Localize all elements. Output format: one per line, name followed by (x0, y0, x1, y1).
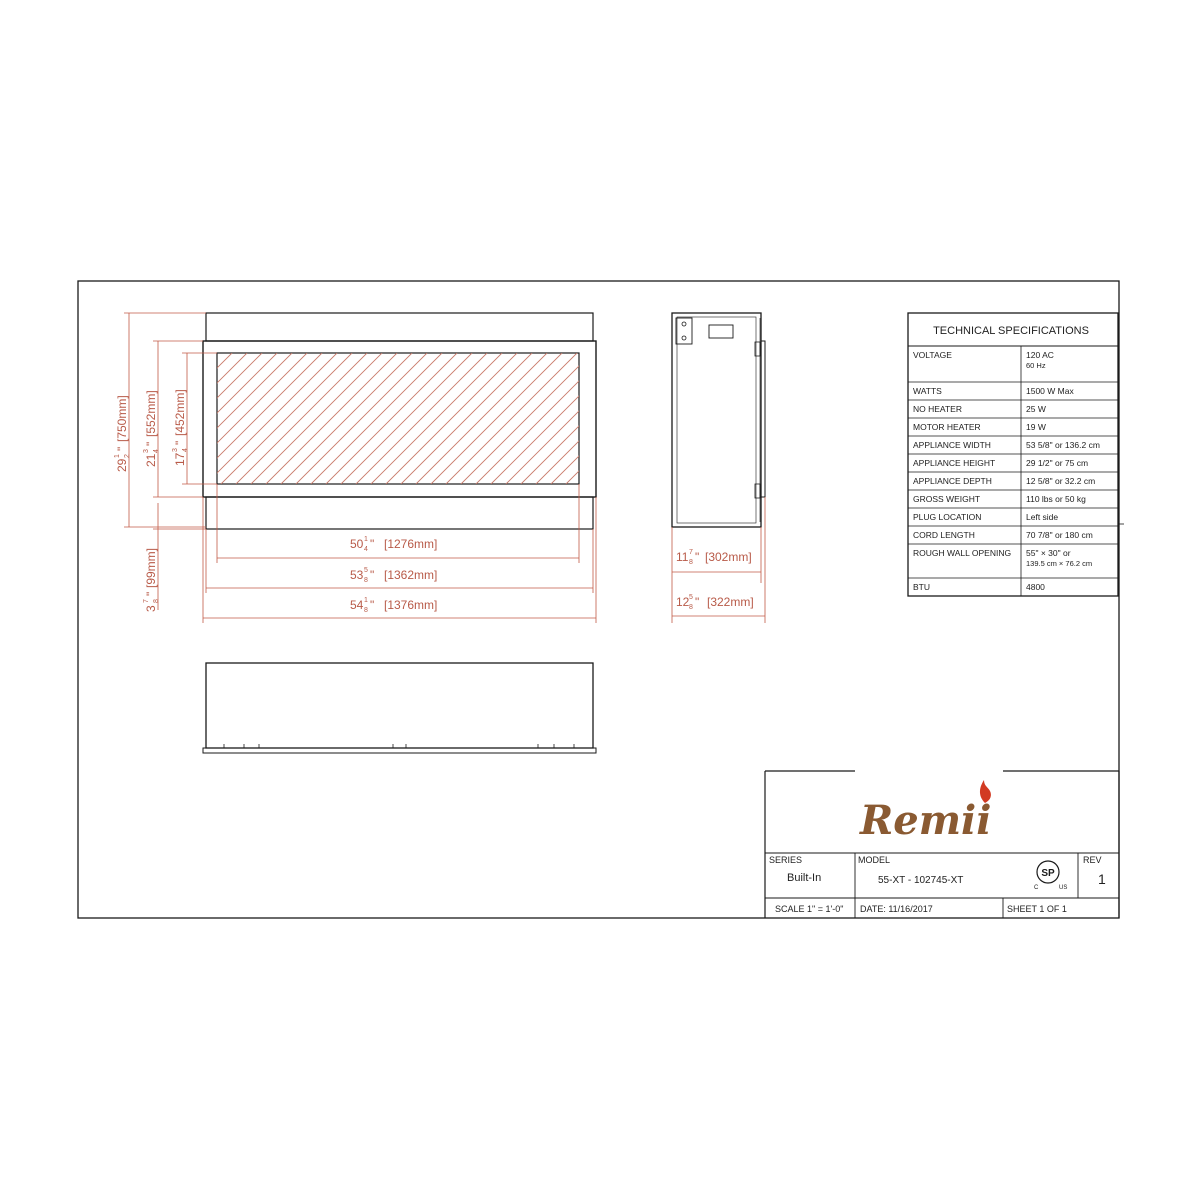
hatch-line (581, 353, 712, 484)
hatch-line (401, 353, 532, 484)
svg-text:[1362mm]: [1362mm] (384, 568, 438, 582)
svg-text:7: 7 (689, 549, 693, 556)
hatch-line (146, 353, 277, 484)
spec-value: 1500 W Max (1026, 386, 1074, 396)
front-top-panel (206, 313, 593, 341)
svg-text:2: 2 (124, 454, 131, 458)
hatch-line (221, 353, 352, 484)
hatch-line (281, 353, 412, 484)
svg-text:[302mm]: [302mm] (705, 550, 752, 564)
svg-text:50: 50 (350, 537, 364, 551)
svg-text:5: 5 (689, 594, 693, 601)
svg-text:3: 3 (144, 605, 158, 612)
hatch-line (476, 353, 607, 484)
svg-text:": " (370, 537, 375, 551)
hatch-line (551, 353, 682, 484)
hatch-line (416, 353, 547, 484)
spec-label: WATTS (913, 386, 942, 396)
spec-value: 110 lbs or 50 kg (1026, 494, 1086, 504)
dim-bottom-height (143, 548, 160, 612)
svg-text:8: 8 (364, 577, 368, 584)
side-body (672, 313, 761, 527)
hatch-line (566, 353, 697, 484)
spec-value: 12 5/8" or 32.2 cm (1026, 476, 1096, 486)
hatch-line (266, 353, 397, 484)
svg-text:": " (695, 550, 700, 564)
svg-text:C: C (1034, 885, 1039, 891)
svg-text:": " (370, 598, 375, 612)
svg-text:29: 29 (115, 458, 129, 472)
hatch-line (506, 353, 637, 484)
svg-text:US: US (1059, 885, 1068, 891)
spec-table (908, 313, 1124, 596)
spec-value-secondary: 60 Hz (1026, 361, 1046, 370)
svg-text:8: 8 (153, 599, 160, 603)
svg-text:": " (144, 591, 158, 596)
svg-text:8: 8 (364, 607, 368, 614)
svg-text:4: 4 (364, 546, 368, 553)
hatch-line (206, 353, 337, 484)
svg-text:[322mm]: [322mm] (707, 595, 754, 609)
date-text: DATE: 11/16/2017 (860, 904, 933, 914)
svg-text:1: 1 (364, 597, 368, 604)
hatch-line (236, 353, 367, 484)
svg-text:8: 8 (689, 604, 693, 611)
top-view (203, 663, 596, 753)
hatch-line (431, 353, 562, 484)
svg-text:": " (115, 446, 129, 451)
spec-value: 120 AC (1026, 350, 1054, 360)
sheet-text: SHEET 1 OF 1 (1007, 904, 1067, 914)
hatch-line (176, 353, 307, 484)
top-front-trim (203, 748, 596, 753)
svg-text:21: 21 (144, 453, 158, 467)
hatch-line (296, 353, 427, 484)
spec-label: GROSS WEIGHT (913, 494, 981, 504)
svg-text:[750mm]: [750mm] (115, 395, 129, 442)
spec-value: 70 7/8" or 180 cm (1026, 530, 1093, 540)
dim-side-depth-inner (674, 548, 758, 566)
hatch-line (386, 353, 517, 484)
model-label: MODEL (858, 855, 891, 865)
front-bottom-panel (206, 497, 593, 529)
svg-text:": " (695, 595, 700, 609)
spec-value: 29 1/2" or 75 cm (1026, 458, 1089, 468)
svg-text:3: 3 (143, 449, 150, 453)
model-value: 55-XT - 102745-XT (878, 875, 964, 886)
top-body (206, 663, 593, 748)
hatch-line (326, 353, 457, 484)
hatch-line (371, 353, 502, 484)
svg-text:54: 54 (350, 598, 364, 612)
hatch-line (356, 353, 487, 484)
spec-value: 4800 (1026, 582, 1045, 592)
svg-text:4: 4 (182, 448, 189, 452)
dim-frame-width (340, 566, 458, 584)
spec-value-secondary: 139.5 cm × 76.2 cm (1026, 559, 1093, 568)
svg-text:[1376mm]: [1376mm] (384, 598, 438, 612)
spec-table-title: TECHNICAL SPECIFICATIONS (933, 325, 1089, 337)
svg-text:12: 12 (676, 595, 690, 609)
svg-text:8: 8 (689, 559, 693, 566)
rev-value: 1 (1098, 871, 1106, 887)
rev-label: REV (1083, 855, 1102, 865)
hatch-line (491, 353, 622, 484)
spec-label: MOTOR HEATER (913, 422, 981, 432)
spec-value: Left side (1026, 512, 1059, 522)
svg-text:": " (370, 568, 375, 582)
svg-text:[552mm]: [552mm] (144, 390, 158, 437)
spec-label: PLUG LOCATION (913, 512, 982, 522)
dim-glass-height (172, 389, 189, 466)
svg-text:7: 7 (143, 599, 150, 603)
side-view (672, 313, 765, 527)
svg-text:1: 1 (114, 454, 121, 458)
spec-value: 55" × 30" or (1026, 548, 1071, 558)
svg-text:53: 53 (350, 568, 364, 582)
svg-text:3: 3 (172, 448, 179, 452)
spec-value: 25 W (1026, 404, 1046, 414)
csa-certification-mark (1034, 861, 1067, 891)
dim-side-depth-outer (674, 593, 764, 611)
series-label: SERIES (769, 855, 803, 865)
svg-text:11: 11 (676, 550, 689, 564)
hatch-line (191, 353, 322, 484)
remii-logo (859, 780, 991, 844)
svg-text:5: 5 (364, 567, 368, 574)
svg-text:": " (144, 441, 158, 446)
dim-overall-height (114, 395, 131, 472)
dim-overall-width (340, 596, 458, 614)
svg-text:": " (173, 440, 187, 445)
spec-value: 53 5/8" or 136.2 cm (1026, 440, 1100, 450)
svg-text:17: 17 (173, 452, 187, 466)
spec-label: BTU (913, 582, 930, 592)
svg-text:1: 1 (364, 536, 368, 543)
spec-label: CORD LENGTH (913, 530, 975, 540)
svg-text:4: 4 (153, 449, 160, 453)
hatch-line (521, 353, 652, 484)
spec-label: VOLTAGE (913, 350, 952, 360)
series-value: Built-In (787, 872, 822, 884)
svg-text:[99mm]: [99mm] (144, 547, 158, 588)
svg-text:SP: SP (1041, 868, 1055, 879)
hatch-line (341, 353, 472, 484)
hatch-line (446, 353, 577, 484)
spec-value: 19 W (1026, 422, 1046, 432)
spec-label: NO HEATER (913, 404, 962, 414)
hatch-line (461, 353, 592, 484)
dim-glass-width (340, 535, 458, 553)
svg-text:Remii: Remii (860, 797, 992, 844)
side-label-plate (709, 325, 733, 338)
svg-text:[452mm]: [452mm] (173, 389, 187, 436)
title-block (765, 771, 1119, 918)
spec-label: ROUGH WALL OPENING (913, 548, 1012, 558)
hatch-line (311, 353, 442, 484)
spec-label: APPLIANCE DEPTH (913, 476, 992, 486)
scale-text: SCALE 1" = 1'-0" (775, 904, 844, 914)
spec-label: APPLIANCE HEIGHT (913, 458, 996, 468)
hatch-line (251, 353, 382, 484)
spec-label: APPLIANCE WIDTH (913, 440, 991, 450)
hatch-line (536, 353, 667, 484)
dim-frame-height (143, 390, 160, 467)
svg-text:[1276mm]: [1276mm] (384, 537, 438, 551)
